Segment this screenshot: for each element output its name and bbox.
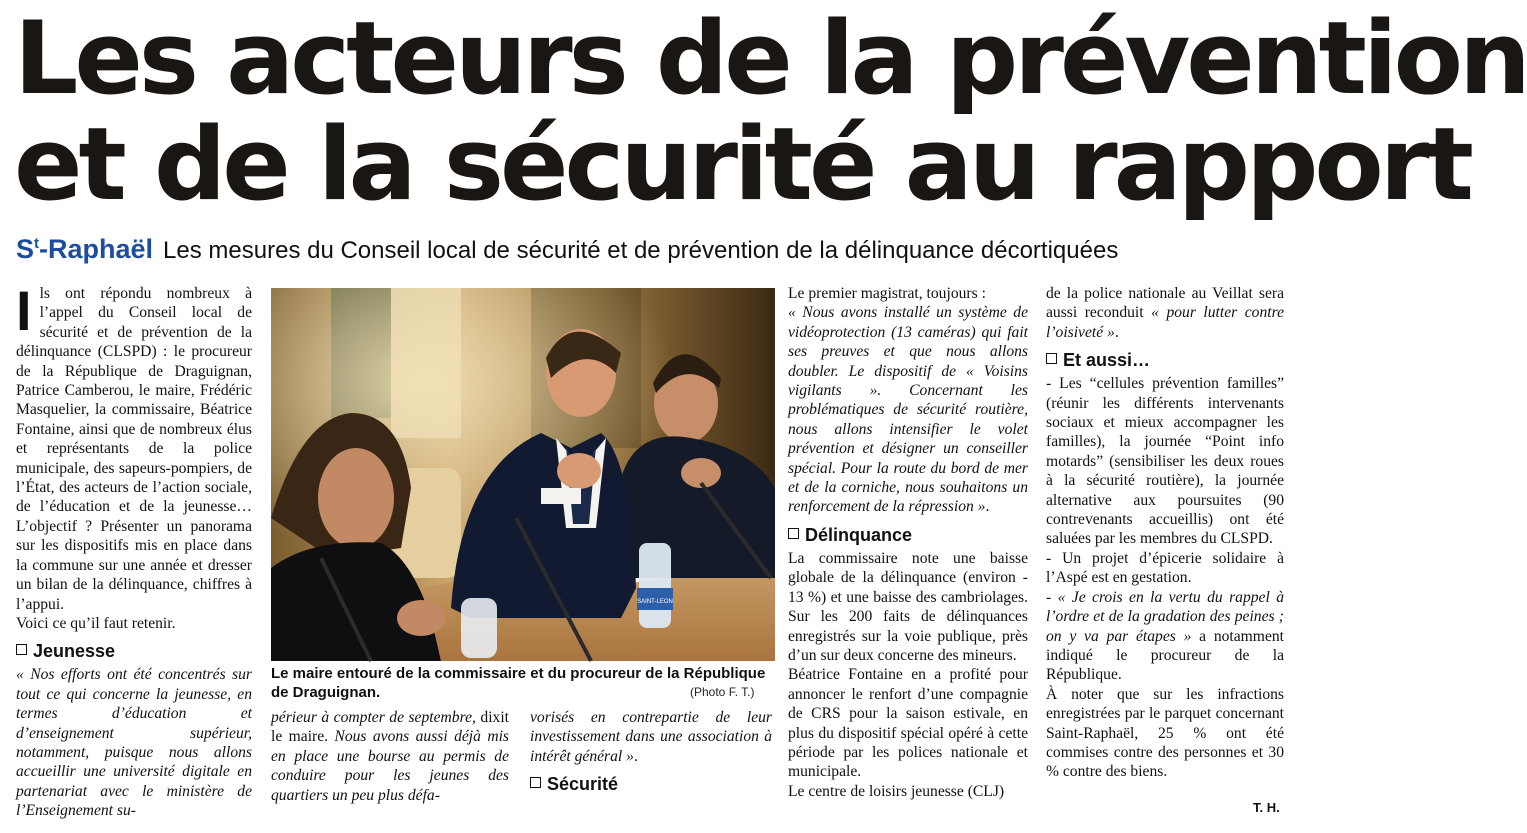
subhead-delinquance: Délinquance: [788, 523, 1028, 547]
intro-paragraph: Ils ont répondu nombreux à l’appel du Conseil local de sécurité et de prévention de la délinquance (CLSPD) : le procureur de la République de Draguignan, Patrice Camberou, le maire, Frédéric Masquelier, la commissaire, Béatrice Fontaine, ainsi que de nombreux élus et représentants de la police municipale, des sapeurs-pompiers, de l’État, des acteurs de l’action sociale, de l’éducation et de la jeunesse… L’objectif ? Présenter un panorama sur les dispositifs mis en place dans la commune sur une année et dresser un bilan de la délinquance, chiffres à l’appui.: [16, 279, 252, 613]
article-column-2: [271, 708, 509, 805]
bullet-2: - Un projet d’épicerie solidaire à l’Aspé est en gestation.: [1046, 549, 1284, 587]
article-column-3: [530, 708, 772, 798]
closing-sentence: Voici ce qu’il faut retenir.: [16, 614, 176, 632]
photo-credit: (Photo F. T.): [690, 685, 755, 699]
column-3-paragraph: vorisés en contrepartie de leur investissement dans une association à intérêt général ».: [530, 709, 772, 765]
magistrat-quote: « Nous avons installé un système de vidéoprotection (13 caméras) qui fait ses preuves et que nous allons doubler. Le dispositif de « Voisins vigilants ». Concernant les problématiques de sécurité routière, nous allons intensifier le volet prévention et désigner un conseiller spécial. Pour la route du bord de mer et de la corniche, nous souhaitons un renforcement de la répression ».: [788, 304, 1028, 516]
delinquance-paragraph-1: La commissaire note une baisse globale de la délinquance (environ - 13 %) et une baisse des cambriolages. Sur les 200 faits de délinquances enregistrés sur la voie publique, près d’un sur deux concerne des mineurs.: [788, 549, 1028, 664]
drop-cap: I: [16, 279, 32, 342]
article-photo: [271, 288, 775, 661]
checkbox-square-icon: [1046, 353, 1057, 364]
checkbox-square-icon: [16, 644, 27, 655]
bottle-label: SAINT-LEON: [637, 599, 673, 605]
photo-caption: Le maire entouré de la commissaire et du procureur de la République de Draguignan.: [271, 665, 766, 701]
headline-line-2: et de la sécurité au rapport: [14, 105, 1470, 223]
clj-paragraph: de la police nationale au Veillat sera aussi reconduit « pour lutter contre l’oisiveté ».: [1046, 285, 1284, 341]
subhead-jeunesse: Jeunesse: [16, 639, 252, 663]
delinquance-paragraph-2: Béatrice Fontaine en a profité pour annoncer le renfort d’une compagnie de CRS pour la saison estivale, en plus du dispositif spécial opéré à cette période par les polices nationale et municipale.: [788, 666, 1028, 781]
column-2-paragraph: périeur à compter de septembre, dixit le maire. Nous avons aussi déjà mis en place une bourse au permis de conduire pour les jeunes des quartiers un peu plus défa-: [271, 709, 509, 804]
delinquance-paragraph-3: Le centre de loisirs jeunesse (CLJ): [788, 782, 1005, 800]
headline-line-1: Les acteurs de la prévention: [14, 0, 1527, 117]
place-label: $S^t$-Raphaël: [16, 234, 154, 264]
jeunesse-quote: « Nos efforts ont été concentrés sur tout ce qui concerne la jeunesse, en termes d’éducation et d’enseignement supérieur, notamment, puisque nous allons accueillir une université digitale en partenariat avec le ministère de l’Enseignement su-: [16, 666, 252, 820]
article-column-5: [1046, 284, 1284, 782]
article-column-1: [16, 279, 252, 821]
article-column-4: [788, 284, 1028, 801]
magistrat-intro: Le premier magistrat, toujours :: [788, 285, 986, 302]
subhead-et-aussi: Et aussi…: [1046, 348, 1284, 372]
bullet-1: - Les “cellules prévention familles” (réunir les différents intervenants sociaux et mieux accompagner les familles), la journée “Point info motards” (sensibiliser les deux roues à la sécurité routière), la journée alternative aux poursuites (90 contrevenants accueillis) ont été saluées par les membres du CLSPD.: [1046, 375, 1284, 548]
author-signature: T. H.: [1253, 800, 1280, 815]
kicker-line: [16, 225, 1301, 270]
deck-text: Les mesures du Conseil local de sécurité et de prévention de la délinquance décortiquées: [163, 237, 1119, 264]
bullet-4: À noter que sur les infractions enregistrées par le parquet concernant Saint-Raphaël, 25 % ont été commises contre des personnes et 30 % contre des biens.: [1046, 685, 1284, 781]
bullet-3: - « Je crois en la vertu du rappel à l’ordre et de la gradation des peines ; on y va par étapes » a notamment indiqué le procureur de la République.: [1046, 588, 1284, 684]
checkbox-square-icon: [530, 777, 541, 788]
checkbox-square-icon: [788, 528, 799, 539]
subhead-securite: Sécurité: [530, 772, 772, 796]
